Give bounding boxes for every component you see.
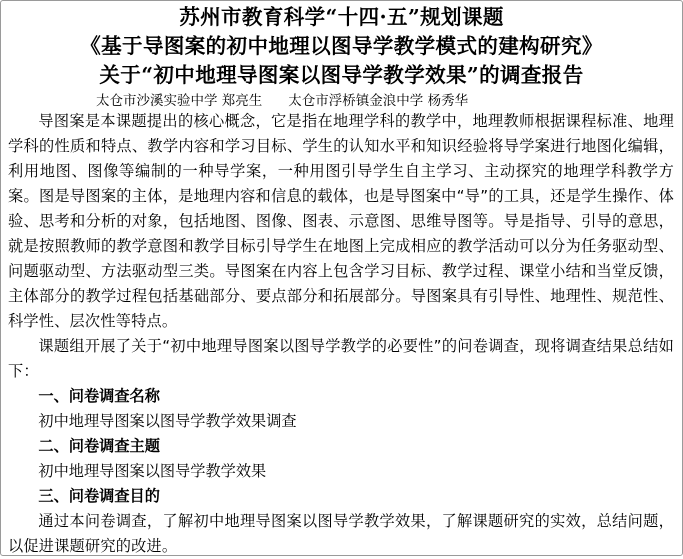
report-title: 关于“初中地理导图案以图导学教学效果”的调查报告 <box>99 63 584 87</box>
section-heading-purpose: 三、问卷调查目的 <box>38 487 160 505</box>
research-title: 《基于导图案的初中地理以图导学教学模式的建构研究》 <box>80 34 603 58</box>
report-body <box>8 109 674 559</box>
title-block <box>0 3 683 90</box>
intro-paragraph: 导图案是本课题提出的核心概念，它是指在地理学科的教学中，地理教师根据课程标准、地理学科的性质和特点、教学内容和学习目标、学生的认知水平和知识经验将导学案进行地图化编辑，利用地图、图像等编制的一种导学案，一种用图引导学生自主学习、主动探究的地理学科教学方案。图是导图案的主体，是地理内容和信息的载体，也是导图案中“导”的工具，还是学生操作、体验、思考和分析的对象，包括地图、图像、图表、示意图、思维导图等。导是指导、引导的意思，就是按照教师的教学意图和教学目标引导学生在地图上完成相应的教学活动可以分为任务驱动型、问题驱动型、方法驱动型三类。导图案在内容上包含学习目标、教学过程、课堂小结和当堂反馈，主体部分的教学过程包括基础部分、要点部分和拓展部分。导图案具有引导性、地理性、规范性、科学性、层次性等特点。 <box>8 112 674 330</box>
section-content-theme: 初中地理导图案以图导学教学效果 <box>38 462 267 480</box>
survey-paragraph: 课题组开展了关于“初中地理导图案以图导学教学的必要性”的问卷调查，现将调查结果总结如下： <box>8 337 674 380</box>
author-2: 太仓市浮桥镇金浪中学 杨秀华 <box>288 93 469 109</box>
section-content-name: 初中地理导图案以图导学教学效果调查 <box>38 412 297 430</box>
project-title: 苏州市教育科学“十四·五”规划课题 <box>179 5 504 29</box>
section-heading-theme: 二、问卷调查主题 <box>38 437 160 455</box>
author-line <box>96 91 494 111</box>
section-content-purpose: 通过本问卷调查，了解初中地理导图案以图导学教学效果，了解课题研究的实效，总结问题，以促进课题研究的改进。 <box>8 512 674 555</box>
section-heading-name: 一、问卷调查名称 <box>38 387 160 405</box>
author-1: 太仓市沙溪实验中学 郑亮生 <box>96 93 263 109</box>
